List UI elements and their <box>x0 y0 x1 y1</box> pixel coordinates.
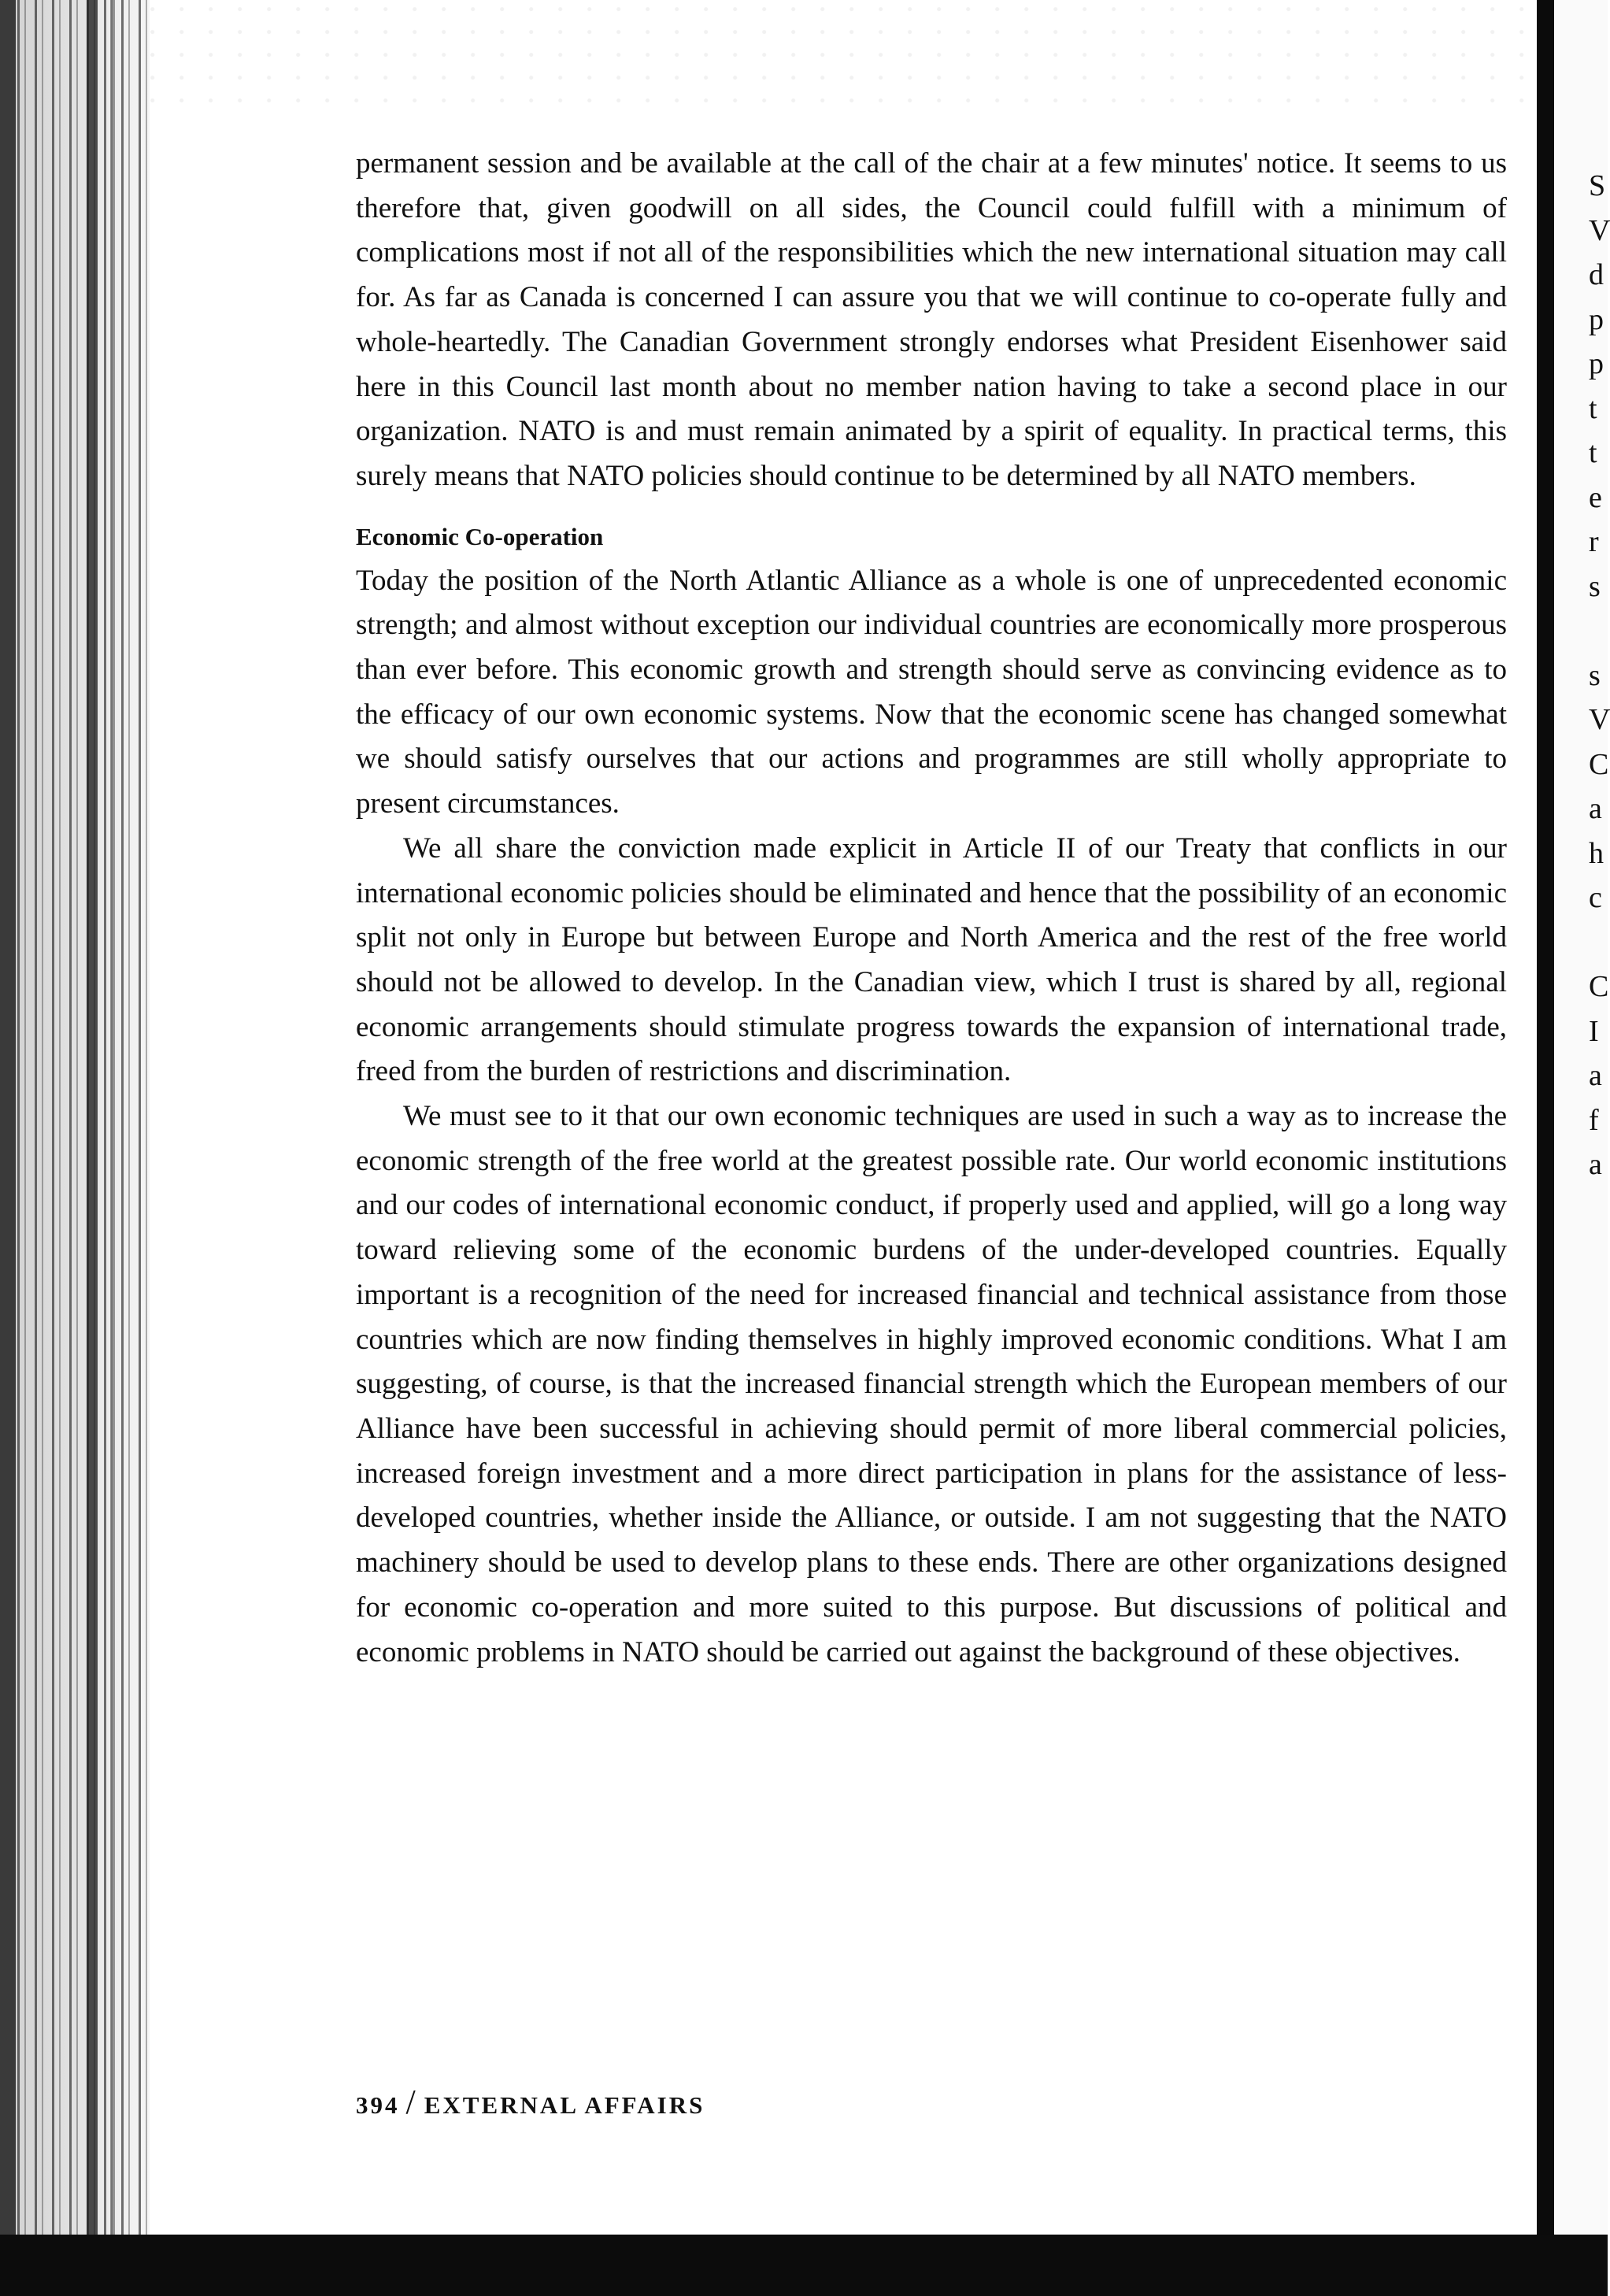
adjacent-page-letter: r <box>1589 525 1599 558</box>
adjacent-page-letter: V <box>1589 703 1610 736</box>
paragraph-council-session: permanent session and be available at the call of the chair at a few minutes' notice. It seems to us therefore that, given goodwill on all sides, the Council could fulfill with a minimum of complications most if not all of the responsibilities which the new international situation may call for. As far as Canada is concerned I can assure you that we will continue to co-operate fully and whole-heartedly. The Canadian Government strongly endorses what President Eisenhower said here in this Council last month about no member nation having to take a second place in our organization. NATO is and must remain animated by a spirit of equality. In practical terms, this surely means that NATO policies should continue to be determined by all NATO members. <box>356 147 1507 492</box>
adjacent-page-letter: S <box>1589 169 1606 202</box>
adjacent-page-letter: p <box>1589 347 1604 380</box>
adjacent-page-letter: e <box>1589 480 1602 514</box>
gutter-shadow <box>0 0 16 2296</box>
adjacent-page-letter: a <box>1589 1148 1602 1181</box>
adjacent-page-letter: c <box>1589 881 1602 914</box>
adjacent-page-letter: p <box>1589 302 1604 336</box>
adjacent-page-letters <box>1589 164 1608 1187</box>
adjacent-page-letter: d <box>1589 258 1604 291</box>
adjacent-page-letter: h <box>1589 836 1604 870</box>
publication-title: EXTERNAL AFFAIRS <box>424 2091 705 2119</box>
paragraph-article-ii: We all share the conviction made explicit in Article II of our Treaty that conflicts in our international economic policies should be eliminated and hence that the possibility of an economic split not only in Europe but between Europe and North America and the rest of the free world should not be allowed to develop. In the Canadian view, which I trust is shared by all, regional economic arrangements should stimulate progress towards the expansion of international trade, freed from the burden of restrictions and discrimination. <box>356 831 1507 1088</box>
adjacent-page-letter: f <box>1589 1103 1599 1137</box>
page-footer <box>356 2082 705 2122</box>
scan-noise <box>150 0 1537 118</box>
gutter-binding-line <box>87 0 98 2296</box>
paragraph-economic-techniques: We must see to it that our own economic techniques are used in such a way as to increase the economic strength of the free world at the greatest possible rate. Our world economic institutions and our codes of international economic conduct, if properly used and applied, will go a long way toward relieving some of the economic burdens of the under-developed countries. Equally important is a recognition of the need for increased financial and technical assistance from those countries which are now finding themselves in highly improved economic conditions. What I am suggesting, of course, is that the increased financial strength which the European members of our Alliance have been successful in achieving should permit of more liberal commercial policies, increased foreign investment and a more direct participation in plans for the assistance of less-developed countries, whether inside the Alliance, or outside. I am not suggesting that the NATO machinery should be used to develop plans to these ends. There are other organizations designed for economic co-operation and more suited to this purpose. But discussions of political and economic problems in NATO should be carried out against the background of these objectives. <box>356 1100 1507 1668</box>
adjacent-page-letter <box>1589 609 1608 654</box>
scan-bottom-border <box>0 2235 1608 2296</box>
adjacent-page-letter: I <box>1589 1014 1599 1048</box>
adjacent-page-letter: a <box>1589 1059 1602 1092</box>
adjacent-page-letter: C <box>1589 747 1609 781</box>
adjacent-page-letter: t <box>1589 391 1597 425</box>
page-edge-shadow <box>1537 0 1554 2296</box>
binding-gutter <box>0 0 150 2296</box>
section-heading: Economic Co-operation <box>356 522 604 550</box>
adjacent-page-letter <box>1589 920 1608 965</box>
adjacent-page-letter: s <box>1589 569 1601 603</box>
adjacent-page-letter: s <box>1589 658 1601 692</box>
paragraph-economic-strength: Today the position of the North Atlantic Alliance as a whole is one of unprecedented economic strength; and almost without exception our individual countries are economically more prosperous than ever before. This economic growth and strength should serve as convincing evidence as to the efficacy of our own economic systems. Now that the economic scene has changed somewhat we should satisfy ourselves that our actions and programmes are still wholly appropriate to present circumstances. <box>356 564 1507 820</box>
adjacent-page-letter: C <box>1589 970 1609 1003</box>
adjacent-page-letter: t <box>1589 436 1597 469</box>
paragraph-gap <box>356 499 1507 509</box>
footer-separator: / <box>405 2083 418 2121</box>
page-number: 394 <box>356 2091 400 2119</box>
page-body <box>356 142 1507 1675</box>
gutter-binding-line-secondary <box>110 0 115 2296</box>
adjacent-page-letter: V <box>1589 213 1610 247</box>
adjacent-page-letter: a <box>1589 792 1602 825</box>
